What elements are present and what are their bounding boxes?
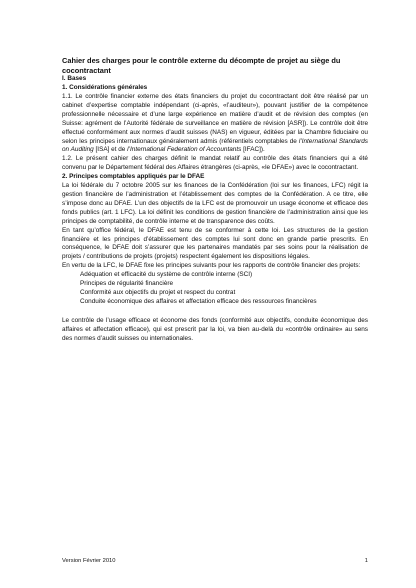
paragraph-1-1 [62,93,368,155]
paragraph-2-office: En tant qu’office fédéral, le DFAE est tenu de se conformer à cette loi. Les structures de la gestion financière et les principes d’établissement des comptes lui sont donc en grande partie prescrits. En conséquence, le DFAE doit s’assurer que les partenaires mandatés par ses soins pour la réalisation de projets / contributions de projets (projets) respectent également les dispositions légales. [62,226,368,261]
list-item: Conduite économique des affaires et affectation efficace des ressources financières [80,297,317,305]
paragraph-2-lfc: La loi fédérale du 7 octobre 2005 sur les finances de la Confédération (loi sur les finances, LFC) régit la gestion financière de l’administration et l’établissement des comptes de la Confédération. A ce titre, elle s’impose donc au DFAE. L’un des objectifs de la LFC est de promouvoir un usage économe et efficace des fonds publics (art. 1 LFC). La loi définit les conditions de gestion financière de l’administration ainsi que les principes de comptabilité, de contrôle interne et de transparence des coûts. [62,182,368,225]
paragraph-1-1-part-b: [ISA] et de [93,146,128,154]
ifac-reference: l’International Federation of Accountants [127,146,242,154]
subsection-heading-principles: 2. Principes comptables appliqués par le DFAE [62,173,205,181]
document-body [62,56,368,343]
list-item: Principes de régularité financière [80,280,174,288]
version-label: Version Février 2010 [62,558,116,564]
paragraph-1-2: 1.2. Le présent cahier des charges définit le mandat relatif au contrôle des états financiers qui a été convenu par le Département fédéral des Affaires étrangères (ci-après, «le DFAE») avec le cocontractant. [62,155,368,172]
document-title: Cahier des charges pour le contrôle externe du décompte de projet au siège du cocontractant [62,56,341,75]
isa-reference: l’International Standards on Auditing [62,137,369,154]
paragraph-2-principles-intro: En vertu de la LFC, le DFAE fixe les principes suivants pour les rapports de contrôle financier des projets: [62,262,361,270]
subsection-heading-general: 1. Considérations générales [62,84,148,92]
paragraph-1-1-part-c: [IFAC]). [241,146,265,154]
page-number: 1 [364,558,368,564]
list-item: Adéquation et efficacité du système de contrôle interne (SCI) [80,271,253,279]
list-item: Conformité aux objectifs du projet et respect du contrat [80,288,236,296]
section-heading-bases: I. Bases [62,75,87,83]
paragraph-2-conclusion: Le contrôle de l’usage efficace et économe des fonds (conformité aux objectifs, conduite économique des affaires et affectation efficace), qui est prescrit par la loi, va bien au-delà du «contrôle ordinaire» au sens des normes d’audit suisses ou internationales. [62,316,368,342]
principles-list [80,271,368,307]
paragraph-1-1-part-a: 1.1. Le contrôle financier externe des états financiers du projet du cocontractant doit être réalisé par un cabinet d’expertise comptable indépendant (ci-après, «l’auditeur»), pouvant justifier de la compétence professionnelle nécessaire et d’une large expérience en matière d’audit et de révision des comptes (en Suisse: agrément de l’Autorité fédérale de surveillance en matière de révision [ASR]). Le contrôle doit être effectué conformément aux normes d’audit suisses (NAS) en vigueur, éditées par la Chambre fiduciaire ou selon les principes internationaux généralement admis (référentiels comptables de [62,93,368,145]
